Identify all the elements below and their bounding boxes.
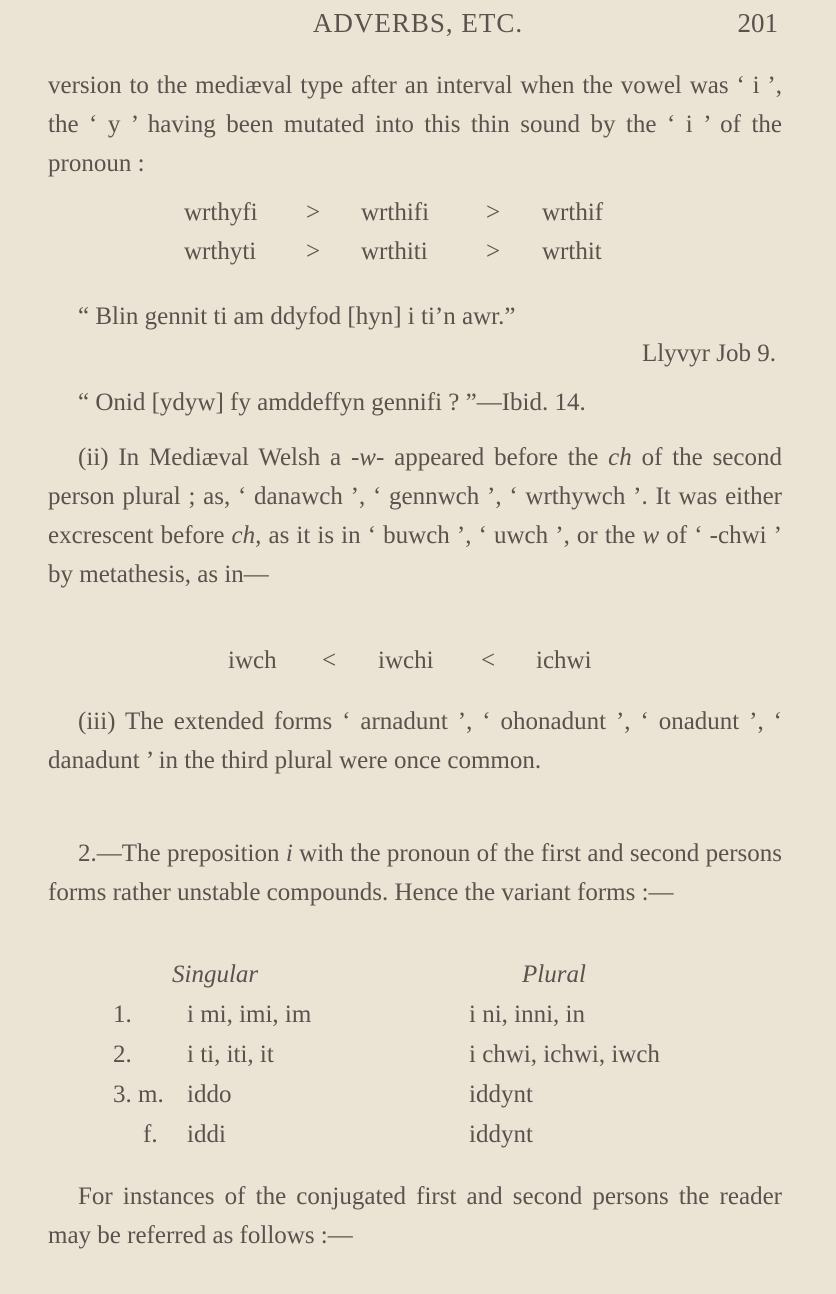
section-ii-w-italic: -w- <box>350 444 385 471</box>
section-ii-part-5: of ‘ -chwi ’ by metathesis, as in— <box>48 522 783 588</box>
derivation-block-3 <box>0 641 836 681</box>
section-ii-ch-italic-2: ch, <box>231 522 262 549</box>
table-row-2-singular: i ti, iti, it <box>187 1041 274 1068</box>
table-row-4-number: f. <box>143 1121 158 1148</box>
closing-paragraph <box>48 1177 782 1255</box>
table-row-3-plural: iddynt <box>469 1081 533 1108</box>
table-row-3-number: 3. m. <box>113 1081 164 1108</box>
derivation-1-form-b: wrthifi <box>361 199 430 226</box>
quote-1-source: Llyvyr Job 9. <box>641 340 776 367</box>
section-2-paragraph <box>48 834 782 912</box>
table-row-1-plural: i ni, inni, in <box>469 1001 585 1028</box>
table-row-3-singular: iddo <box>187 1081 232 1108</box>
section-ii-ch-italic: ch <box>608 444 632 471</box>
section-ii-paragraph <box>48 438 782 594</box>
table-row-1-singular: i mi, imi, im <box>187 1001 312 1028</box>
derivation-3-form-b: iwchi <box>378 647 434 674</box>
section-ii-w-italic-2: w <box>642 522 660 549</box>
running-title: ADVERBS, ETC. <box>312 8 524 38</box>
table-row-4-plural: iddynt <box>469 1121 533 1148</box>
derivation-1-form-c: wrthif <box>542 199 604 226</box>
derivation-2-arrow-1: > <box>306 238 321 265</box>
derivation-3-form-a: iwch <box>228 647 277 674</box>
derivation-block-1 <box>0 193 836 273</box>
section-2-i-italic: i <box>285 840 293 867</box>
section-ii-text <box>48 438 782 594</box>
page-number: 201 <box>737 8 778 38</box>
intro-paragraph <box>48 66 782 183</box>
section-2-text <box>48 834 782 912</box>
closing-text: For instances of the conjugated first and second persons the reader may be referred as follows :— <box>48 1183 782 1249</box>
section-ii-part-3: of the second person plural ; as, ‘ danawch ’, ‘ gennwch ’, ‘ wrthywch ’. It was either excrescent before <box>48 444 782 549</box>
table-row-2-plural: i chwi, ichwi, iwch <box>469 1041 660 1068</box>
table-header-plural: Plural <box>522 961 586 988</box>
section-ii-part-1: (ii) In Mediæval Welsh a <box>78 444 351 471</box>
derivation-1-arrow-1: > <box>306 199 321 226</box>
quote-1: “ Blin gennit ti am ddyfod [hyn] i ti’n awr.” <box>78 303 516 330</box>
derivation-1-arrow-2: > <box>486 199 501 226</box>
section-ii-part-4: as it is in ‘ buwch ’, ‘ uwch ’, or the <box>261 522 643 549</box>
table-row-1-number: 1. <box>113 1001 132 1028</box>
table-row-2-number: 2. <box>113 1041 132 1068</box>
quote-2: “ Onid [ydyw] fy amddeffyn gennifi ? ”—Ibid. 14. <box>78 389 586 416</box>
variant-forms-table <box>0 955 836 1155</box>
derivation-3-form-c: ichwi <box>536 647 592 674</box>
section-ii-part-2: appeared before the <box>384 444 609 471</box>
derivation-2-form-a: wrthyti <box>184 238 257 265</box>
section-iii-text: (iii) The extended forms ‘ arnadunt ’, ‘ ohonadunt ’, ‘ onadunt ’, ‘ danadunt ’ in the third plural were once common. <box>48 708 782 774</box>
page-header <box>0 8 836 48</box>
derivation-1-form-a: wrthyfi <box>184 199 258 226</box>
section-2-part-2: with the pronoun of the first and second persons forms rather unstable compounds. Hence the variant forms :— <box>48 840 782 906</box>
derivation-3-arrow-2: < <box>481 647 496 674</box>
table-header-singular: Singular <box>172 961 259 988</box>
intro-text: version to the mediæval type after an interval when the vowel was ‘ i ’, the ‘ y ’ having been mutated into this thin sound by the ‘ i ’ of the pronoun : <box>48 72 782 177</box>
derivation-2-form-c: wrthit <box>542 238 602 265</box>
section-iii-paragraph <box>48 702 782 780</box>
derivation-2-arrow-2: > <box>486 238 501 265</box>
derivation-2-form-b: wrthiti <box>361 238 428 265</box>
table-row-4-singular: iddi <box>187 1121 226 1148</box>
section-2-part-1: 2.—The preposition <box>78 840 286 867</box>
derivation-3-arrow-1: < <box>322 647 337 674</box>
